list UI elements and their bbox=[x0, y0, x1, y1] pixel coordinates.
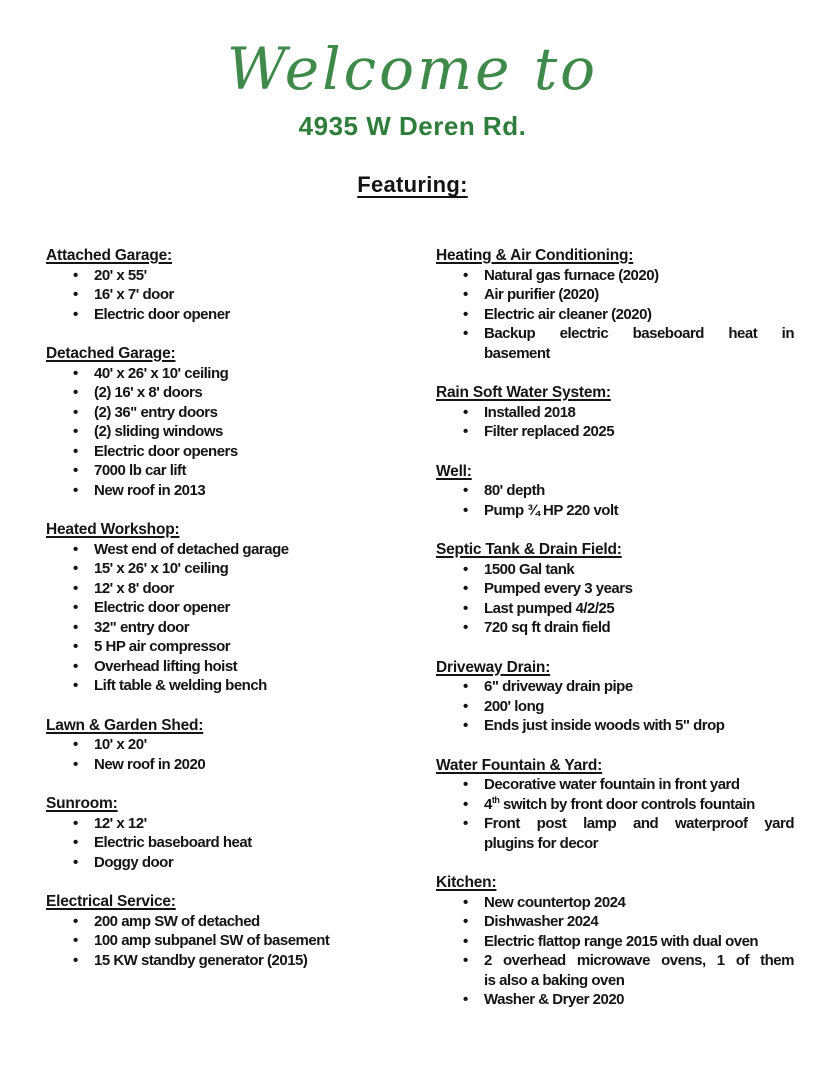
section-title: Driveway Drain: bbox=[436, 658, 551, 676]
feature-item: • 200 amp SW of detached bbox=[46, 912, 382, 932]
feature-list bbox=[436, 775, 794, 853]
section-title: Lawn & Garden Shed: bbox=[46, 716, 204, 734]
feature-item: • Pump ¾ HP 220 volt bbox=[436, 501, 794, 521]
feature-section bbox=[436, 246, 794, 363]
feature-list bbox=[436, 893, 794, 1010]
feature-item bbox=[436, 814, 794, 853]
feature-item: • Dishwasher 2024 bbox=[436, 912, 794, 932]
feature-item: • 100 amp subpanel SW of basement bbox=[46, 931, 382, 951]
feature-item: • (2) 36" entry doors bbox=[46, 403, 382, 423]
feature-item: • (2) sliding windows bbox=[46, 422, 382, 442]
section-title: Septic Tank & Drain Field: bbox=[436, 541, 622, 558]
feature-item: • Pumped every 3 years bbox=[436, 579, 794, 599]
feature-section bbox=[436, 873, 794, 1010]
feature-item: • 16' x 7' door bbox=[46, 285, 382, 305]
feature-item: • Overhead lifting hoist bbox=[46, 657, 382, 677]
section-title: Rain Soft Water System: bbox=[436, 384, 611, 401]
section-title: Electrical Service: bbox=[46, 893, 176, 910]
content-columns bbox=[46, 246, 794, 1030]
feature-section bbox=[46, 344, 382, 500]
feature-section bbox=[436, 658, 794, 736]
feature-item: • Decorative water fountain in front yard bbox=[436, 775, 794, 795]
feature-item bbox=[436, 951, 794, 990]
section-title: Sunroom: bbox=[46, 795, 118, 812]
featuring-heading: Featuring: bbox=[357, 172, 468, 198]
feature-section bbox=[46, 716, 382, 775]
feature-list bbox=[46, 735, 382, 774]
feature-item: • New roof in 2013 bbox=[46, 481, 382, 501]
feature-item: • 10' x 20' bbox=[46, 735, 382, 755]
feature-list bbox=[46, 364, 382, 501]
feature-item bbox=[436, 324, 794, 363]
section-title: Heated Workshop: bbox=[46, 521, 180, 538]
feature-item: • Electric flattop range 2015 with dual oven bbox=[436, 932, 794, 952]
feature-section bbox=[436, 540, 794, 638]
feature-item: • Filter replaced 2025 bbox=[436, 422, 794, 442]
feature-item: • 80' depth bbox=[436, 481, 794, 501]
feature-item-line: plugins for decor bbox=[484, 834, 599, 852]
feature-item-line: • Backup electric baseboard heat in bbox=[484, 325, 794, 342]
feature-section bbox=[46, 520, 382, 696]
feature-item: • 15 KW standby generator (2015) bbox=[46, 951, 382, 971]
ordinal-superscript: th bbox=[491, 794, 500, 805]
feature-item: • 15' x 26' x 10' ceiling bbox=[46, 559, 382, 579]
feature-item: • 20' x 55' bbox=[46, 266, 382, 286]
section-title: Water Fountain & Yard: bbox=[436, 756, 603, 774]
feature-item: • 12' x 12' bbox=[46, 814, 382, 834]
feature-list bbox=[46, 814, 382, 873]
section-title: Attached Garage: bbox=[46, 247, 172, 264]
feature-section bbox=[436, 756, 794, 854]
feature-list bbox=[436, 560, 794, 638]
feature-item: • Electric door opener bbox=[46, 598, 382, 618]
feature-section bbox=[46, 246, 382, 324]
feature-section bbox=[436, 462, 794, 521]
feature-list bbox=[46, 540, 382, 696]
feature-item: • 12' x 8' door bbox=[46, 579, 382, 599]
section-title: Well: bbox=[436, 462, 472, 480]
feature-item-line: • 2 overhead microwave ovens, 1 of them bbox=[484, 952, 794, 969]
feature-section bbox=[436, 383, 794, 442]
feature-item: • New countertop 2024 bbox=[436, 893, 794, 913]
feature-item: • 5 HP air compressor bbox=[46, 637, 382, 657]
feature-item: • Electric door opener bbox=[46, 305, 382, 325]
feature-item: • 4th switch by front door controls fountain bbox=[436, 795, 794, 815]
feature-item: • Air purifier (2020) bbox=[436, 285, 794, 305]
feature-list bbox=[46, 912, 382, 971]
feature-item: • Electric baseboard heat bbox=[46, 833, 382, 853]
feature-item: • Electric air cleaner (2020) bbox=[436, 305, 794, 325]
feature-item: • Washer & Dryer 2020 bbox=[436, 990, 794, 1010]
feature-item: • 32" entry door bbox=[46, 618, 382, 638]
feature-item: • 40' x 26' x 10' ceiling bbox=[46, 364, 382, 384]
section-title: Heating & Air Conditioning: bbox=[436, 247, 634, 264]
feature-list bbox=[46, 266, 382, 325]
feature-item: • Lift table & welding bench bbox=[46, 676, 382, 696]
right-column bbox=[436, 246, 794, 1030]
feature-item: • 720 sq ft drain field bbox=[436, 618, 794, 638]
feature-list bbox=[436, 403, 794, 442]
section-title: Kitchen: bbox=[436, 874, 497, 891]
left-column bbox=[46, 246, 382, 1030]
feature-item: • New roof in 2020 bbox=[46, 755, 382, 775]
feature-item: • Installed 2018 bbox=[436, 403, 794, 423]
feature-item: • (2) 16' x 8' doors bbox=[46, 383, 382, 403]
feature-item: • West end of detached garage bbox=[46, 540, 382, 560]
feature-item: • Last pumped 4/2/25 bbox=[436, 599, 794, 619]
feature-item-line: is also a baking oven bbox=[484, 971, 625, 989]
feature-item: • Ends just inside woods with 5" drop bbox=[436, 716, 794, 736]
feature-section bbox=[46, 892, 382, 970]
feature-item: • Natural gas furnace (2020) bbox=[436, 266, 794, 286]
feature-item: • 200' long bbox=[436, 697, 794, 717]
feature-list bbox=[436, 481, 794, 520]
feature-list bbox=[436, 266, 794, 364]
feature-item: • 1500 Gal tank bbox=[436, 560, 794, 580]
feature-item: • Electric door openers bbox=[46, 442, 382, 462]
feature-item: • 6" driveway drain pipe bbox=[436, 677, 794, 697]
feature-section bbox=[46, 794, 382, 872]
feature-item: • Doggy door bbox=[46, 853, 382, 873]
feature-item-line: • Front post lamp and waterproof yard bbox=[484, 815, 794, 832]
address-title: 4935 W Deren Rd. bbox=[298, 111, 527, 142]
feature-item-line: basement bbox=[484, 344, 551, 362]
feature-item: • 7000 lb car lift bbox=[46, 461, 382, 481]
feature-list bbox=[436, 677, 794, 736]
section-title: Detached Garage: bbox=[46, 345, 176, 362]
welcome-script-title: Welcome to bbox=[226, 35, 599, 103]
